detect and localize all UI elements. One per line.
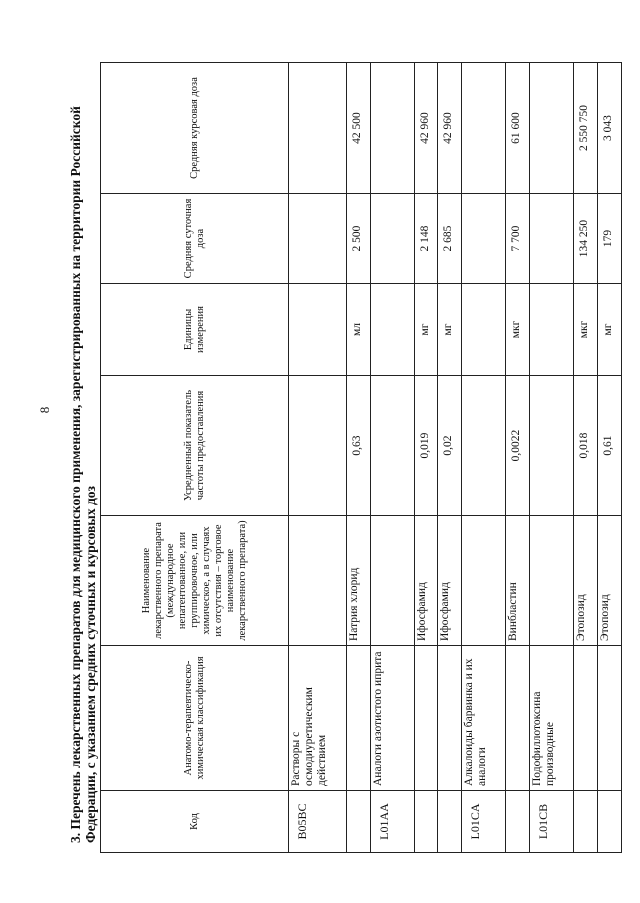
frequency-cell xyxy=(462,376,506,516)
course-dose-cell: 42 960 xyxy=(415,63,438,194)
unit-cell xyxy=(462,284,506,376)
table-row xyxy=(371,63,415,853)
frequency-cell: 0,0022 xyxy=(506,376,530,516)
drug-name-cell: Ифосфамид xyxy=(415,516,438,646)
daily-dose-cell xyxy=(289,194,347,284)
drug-name-cell: Натрия хлорид xyxy=(347,516,371,646)
table-row xyxy=(506,63,530,853)
column-header-code: Код xyxy=(101,791,289,853)
drug-name-cell: Ифосфамид xyxy=(438,516,462,646)
section-heading: 3. Перечень лекарственных препаратов для медицинского применения, зарегистрированных на территории Российской Федерации, с указанием средних суточных и курсовых доз xyxy=(68,106,98,843)
code-cell xyxy=(415,791,438,853)
column-header-course-dose: Средняя курсовая доза xyxy=(101,63,289,194)
column-header-drug-name: Наименование лекарственного препарата (международное непатентованное, или группировочное, или химическое, а в случаях их отсутствия – торговое наименование лекарственного препарата) xyxy=(101,516,289,646)
code-cell xyxy=(574,791,598,853)
frequency-cell: 0,61 xyxy=(598,376,622,516)
table-row xyxy=(530,63,574,853)
atc-cell: Растворы с осмодиуретическим действием xyxy=(289,646,347,791)
drug-name-cell: Винбластин xyxy=(506,516,530,646)
course-dose-cell: 42 960 xyxy=(438,63,462,194)
course-dose-cell xyxy=(289,63,347,194)
unit-cell: мл xyxy=(347,284,371,376)
code-cell: L01CB xyxy=(530,791,574,853)
frequency-cell: 0,02 xyxy=(438,376,462,516)
atc-cell xyxy=(347,646,371,791)
daily-dose-cell xyxy=(371,194,415,284)
unit-cell: мг xyxy=(598,284,622,376)
table-header-row xyxy=(101,63,289,853)
drug-dose-table xyxy=(100,62,622,853)
atc-cell xyxy=(574,646,598,791)
unit-cell: мкг xyxy=(574,284,598,376)
table-row xyxy=(347,63,371,853)
unit-cell xyxy=(289,284,347,376)
daily-dose-cell: 2 148 xyxy=(415,194,438,284)
code-cell: L01CA xyxy=(462,791,506,853)
code-cell: L01AA xyxy=(371,791,415,853)
frequency-cell: 0,018 xyxy=(574,376,598,516)
daily-dose-cell: 7 700 xyxy=(506,194,530,284)
atc-cell xyxy=(415,646,438,791)
daily-dose-cell: 134 250 xyxy=(574,194,598,284)
unit-cell xyxy=(371,284,415,376)
frequency-cell xyxy=(289,376,347,516)
daily-dose-cell: 2 500 xyxy=(347,194,371,284)
course-dose-cell: 61 600 xyxy=(506,63,530,194)
unit-cell: мкг xyxy=(506,284,530,376)
code-cell: B05BC xyxy=(289,791,347,853)
drug-name-cell: Этопозид xyxy=(598,516,622,646)
column-header-daily-dose: Средняя суточная доза xyxy=(101,194,289,284)
course-dose-cell xyxy=(371,63,415,194)
drug-name-cell xyxy=(289,516,347,646)
atc-cell xyxy=(598,646,622,791)
code-cell xyxy=(438,791,462,853)
code-cell xyxy=(506,791,530,853)
course-dose-cell xyxy=(462,63,506,194)
atc-cell: Алкалоиды барвинка и их аналоги xyxy=(462,646,506,791)
daily-dose-cell xyxy=(530,194,574,284)
table-row xyxy=(574,63,598,853)
drug-name-cell xyxy=(371,516,415,646)
table-row xyxy=(415,63,438,853)
code-cell xyxy=(598,791,622,853)
course-dose-cell xyxy=(530,63,574,194)
drug-name-cell: Этопозид xyxy=(574,516,598,646)
table-row xyxy=(438,63,462,853)
frequency-cell xyxy=(371,376,415,516)
column-header-frequency: Усредненный показатель частоты предоставления xyxy=(101,376,289,516)
column-header-units: Единицы измерения xyxy=(101,284,289,376)
atc-cell xyxy=(506,646,530,791)
table-row xyxy=(462,63,506,853)
daily-dose-cell: 2 685 xyxy=(438,194,462,284)
unit-cell xyxy=(530,284,574,376)
daily-dose-cell xyxy=(462,194,506,284)
frequency-cell: 0,63 xyxy=(347,376,371,516)
atc-cell: Аналоги азотистого иприта xyxy=(371,646,415,791)
page-number: 8 xyxy=(37,406,52,414)
frequency-cell xyxy=(530,376,574,516)
table-row xyxy=(598,63,622,853)
course-dose-cell: 3 043 xyxy=(598,63,622,194)
drug-name-cell xyxy=(462,516,506,646)
table-row xyxy=(289,63,347,853)
course-dose-cell: 2 550 750 xyxy=(574,63,598,194)
unit-cell: мг xyxy=(438,284,462,376)
atc-cell: Подофиллотоксина производные xyxy=(530,646,574,791)
drug-name-cell xyxy=(530,516,574,646)
column-header-atc: Анатомо-терапевтическо-химическая классификация xyxy=(101,646,289,791)
code-cell xyxy=(347,791,371,853)
course-dose-cell: 42 500 xyxy=(347,63,371,194)
atc-cell xyxy=(438,646,462,791)
daily-dose-cell: 179 xyxy=(598,194,622,284)
frequency-cell: 0,019 xyxy=(415,376,438,516)
unit-cell: мг xyxy=(415,284,438,376)
